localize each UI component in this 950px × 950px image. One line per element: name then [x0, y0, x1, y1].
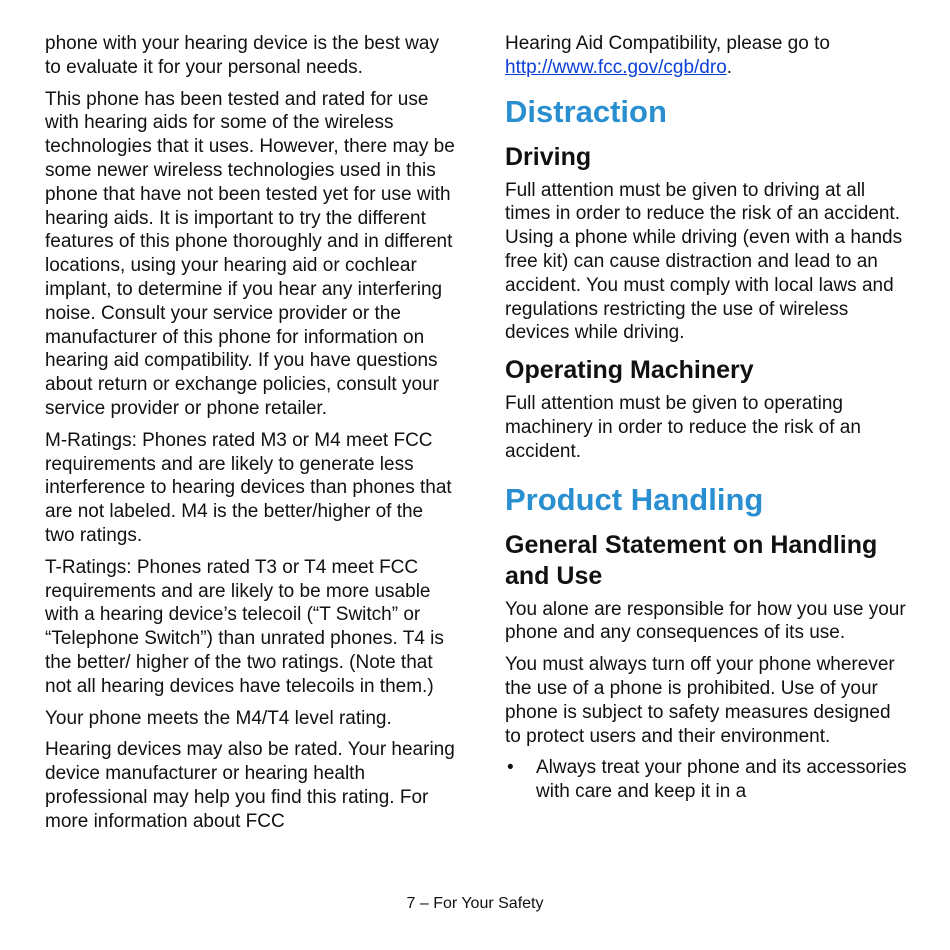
right-column — [505, 32, 910, 812]
paragraph-hearing-intro: phone with your hearing device is the best way to evaluate it for your personal needs. — [45, 33, 439, 78]
list-item — [505, 756, 910, 804]
heading-product-handling: Product Handling — [505, 481, 764, 517]
heading-operating-machinery: Operating Machinery — [505, 356, 754, 385]
paragraph-turn-off: You must always turn off your phone wherever the use of a phone is prohibited. Use of your phone is subject to safety measures designed to protect users and their environment. — [505, 654, 895, 747]
paragraph-t-ratings: T-Ratings: Phones rated T3 or T4 meet FCC requirements and are likely to be more usable with a hearing device’s telecoil (“T Switch” or “Telephone Switch”) than unrated phones. T4 is the better/ higher of the two ratings. (Note that not all hearing devices have telecoils in them.) — [45, 556, 444, 697]
heading-driving: Driving — [505, 142, 592, 171]
hac-intro-text: Hearing Aid Compatibility, please go to — [505, 33, 830, 54]
hac-intro-end: . — [726, 56, 733, 78]
left-column — [45, 32, 455, 842]
bullet-text: Always treat your phone and its accessories with care and keep it in a — [536, 757, 907, 803]
paragraph-hearing-tested: This phone has been tested and rated for use with hearing aids for some of the wireless technologies that it uses. However, there may be some newer wireless technologies used in this phone that have not been tested yet for use with hearing aids. It is important to try the different features of this phone thoroughly and in different locations, using your hearing aid or cochlear implant, to determine if you hear any interfering noise. Consult your service provider or the manufacturer of this phone for information on hearing aid compatibility. If you have questions about return or exchange policies, consult your service provider or phone retailer. — [45, 88, 455, 419]
heading-distraction: Distraction — [505, 93, 667, 129]
bullet-icon: • — [507, 757, 514, 779]
paragraph-operating-machinery: Full attention must be given to operating machinery in order to reduce the risk of an accident. — [505, 393, 861, 462]
heading-general-statement: General Statement on Handling and Use — [505, 530, 878, 590]
paragraph-level-rating: Your phone meets the M4/T4 level rating. — [45, 707, 392, 729]
fcc-link[interactable]: http://www.fcc.gov/cgb/dro — [505, 56, 727, 78]
paragraph-responsible: You alone are responsible for how you use your phone and any consequences of its use. — [505, 598, 906, 644]
paragraph-m-ratings: M-Ratings: Phones rated M3 or M4 meet FCC requirements and are likely to generate less interference to hearing devices than phones that are not labeled. M4 is the better/higher of the two ratings. — [45, 429, 452, 546]
paragraph-hac-link — [505, 32, 910, 80]
page-footer: 7 – For Your Safety — [406, 895, 544, 912]
paragraph-hearing-devices-rated: Hearing devices may also be rated. Your hearing device manufacturer or hearing health professional may help you find this rating. For more information about FCC — [45, 739, 455, 832]
paragraph-driving: Full attention must be given to driving at all times in order to reduce the risk of an accident. Using a phone while driving (even with a hands free kit) can cause distraction and lead to an accident. You must comply with local laws and regulations restricting the use of wireless devices while driving. — [505, 179, 903, 344]
